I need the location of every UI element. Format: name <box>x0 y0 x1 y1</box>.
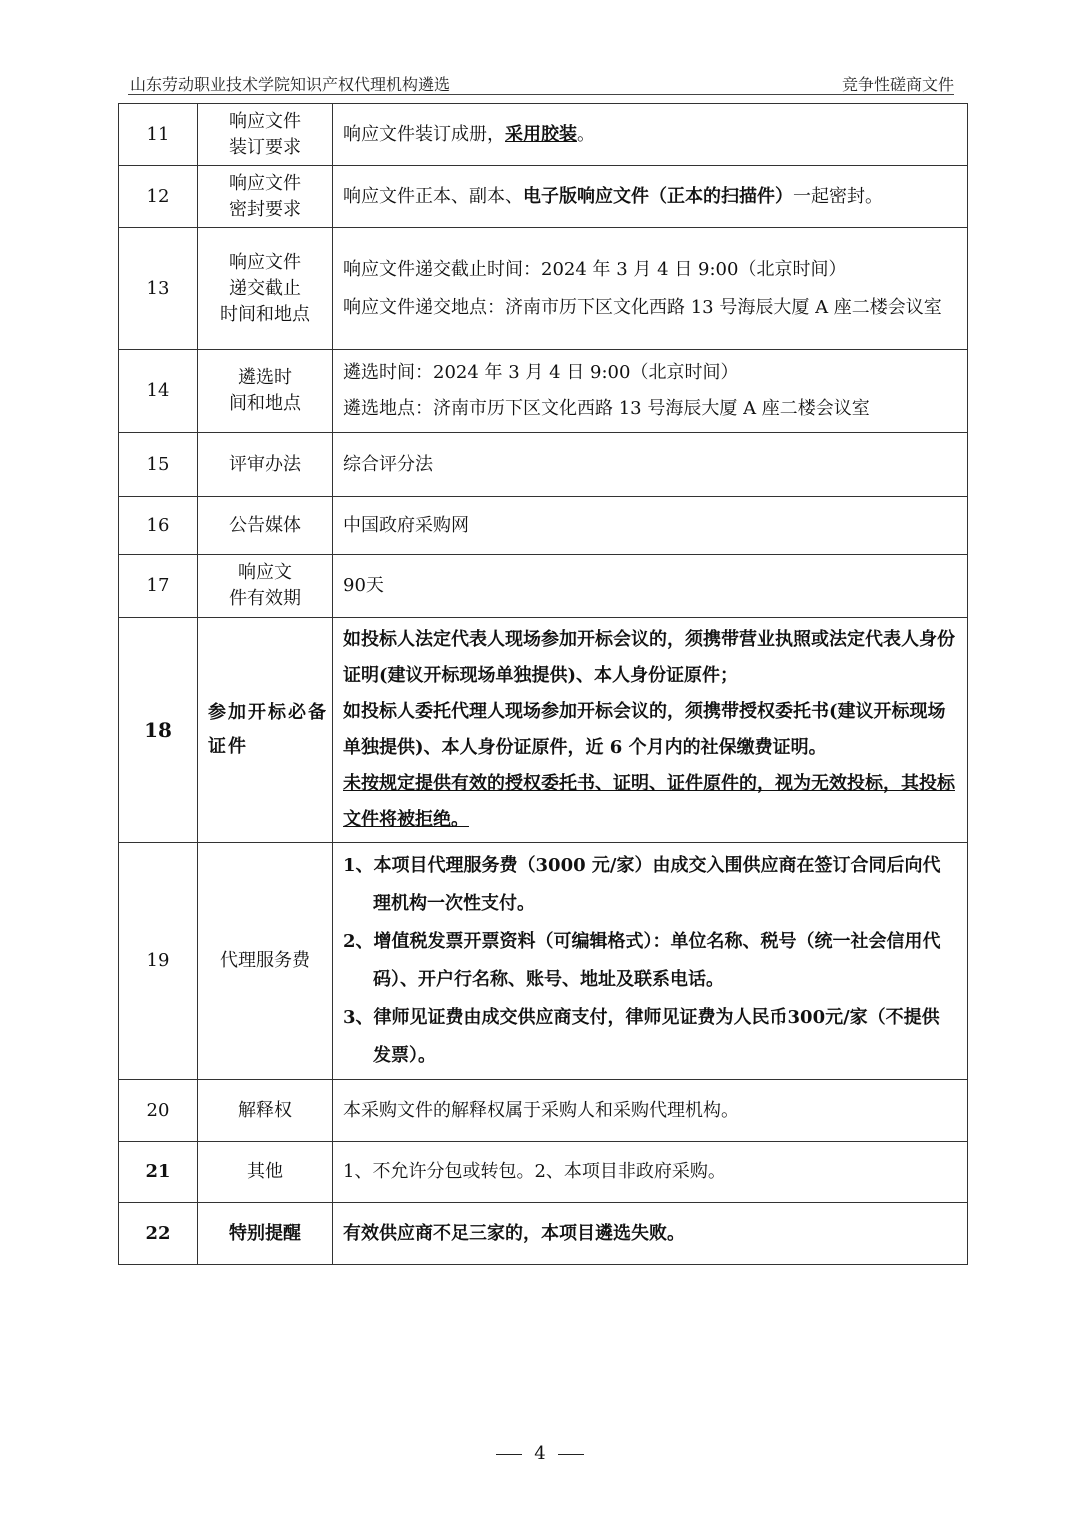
row-item: 其他 <box>198 1142 333 1203</box>
row-content: 响应文件装订成册，采用胶装。 <box>333 104 968 166</box>
row-content: 如投标人法定代表人现场参加开标会议的，须携带营业执照或法定代表人身份证明(建议开标现场单独提供)、本人身份证原件； 如投标人委托代理人现场参加开标会议的，须携带授权委托书(建议开标现场单独提供)、本人身份证原件，近 6 个月内的社保缴费证明。 未按规定提供有效的授权委托书、证明、证件原件的，视为无效投标，其投标文件将被拒绝。 <box>333 618 968 843</box>
table-row <box>119 1142 968 1203</box>
table-row <box>119 1080 968 1142</box>
row-number: 20 <box>119 1080 198 1142</box>
row-item: 评审办法 <box>198 433 333 497</box>
row-content: 中国政府采购网 <box>333 497 968 555</box>
row-item: 解释权 <box>198 1080 333 1142</box>
row-content: 本采购文件的解释权属于采购人和采购代理机构。 <box>333 1080 968 1142</box>
row-number: 13 <box>119 228 198 350</box>
table-row <box>119 350 968 433</box>
table-row <box>119 618 968 843</box>
row-content: 遴选时间：2024 年 3 月 4 日 9:00（北京时间） 遴选地点：济南市历下区文化西路 13 号海辰大厦 A 座二楼会议室 <box>333 350 968 433</box>
table-row <box>119 433 968 497</box>
table-row <box>119 166 968 228</box>
page-number: 4 <box>0 1443 1080 1464</box>
row-number: 12 <box>119 166 198 228</box>
row-number: 21 <box>119 1142 198 1203</box>
table-row <box>119 497 968 555</box>
table-row <box>119 228 968 350</box>
row-number: 17 <box>119 555 198 618</box>
row-content: 响应文件正本、副本、电子版响应文件（正本的扫描件）一起密封。 <box>333 166 968 228</box>
row-item: 特别提醒 <box>198 1203 333 1265</box>
page-header <box>128 70 954 95</box>
emphasis-text: 电子版响应文件（正本的扫描件） <box>523 185 793 207</box>
row-item: 响应文件 递交截止 时间和地点 <box>198 228 333 350</box>
table-row <box>119 555 968 618</box>
row-number: 16 <box>119 497 198 555</box>
row-item: 响应文件 密封要求 <box>198 166 333 228</box>
table-row <box>119 1203 968 1265</box>
info-table <box>118 103 968 1265</box>
row-content: 1、本项目代理服务费（3000 元/家）由成交入围供应商在签订合同后向代理机构一次性支付。 2、增值税发票开票资料（可编辑格式）：单位名称、税号（统一社会信用代码）、开户行名称、账号、地址及联系电话。 3、律师见证费由成交供应商支付，律师见证费为人民币300元/家（不提供发票）。 <box>333 843 968 1080</box>
header-doc-type: 竞争性磋商文件 <box>841 75 954 94</box>
warning-text: 未按规定提供有效的授权委托书、证明、证件原件的，视为无效投标，其投标文件将被拒绝。 <box>343 773 955 830</box>
row-number: 14 <box>119 350 198 433</box>
row-content: 90天 <box>333 555 968 618</box>
row-number: 19 <box>119 843 198 1080</box>
table-row <box>119 843 968 1080</box>
row-number: 15 <box>119 433 198 497</box>
row-item: 公告媒体 <box>198 497 333 555</box>
row-content: 综合评分法 <box>333 433 968 497</box>
row-number: 11 <box>119 104 198 166</box>
row-item: 响应文 件有效期 <box>198 555 333 618</box>
row-number: 18 <box>119 618 198 843</box>
row-content: 1、不允许分包或转包。2、本项目非政府采购。 <box>333 1142 968 1203</box>
emphasis-text: 采用胶装 <box>505 123 577 145</box>
row-item: 代理服务费 <box>198 843 333 1080</box>
row-content: 响应文件递交截止时间：2024 年 3 月 4 日 9:00（北京时间） 响应文件递交地点：济南市历下区文化西路 13 号海辰大厦 A 座二楼会议室 <box>333 228 968 350</box>
row-item: 响应文件 装订要求 <box>198 104 333 166</box>
row-content: 有效供应商不足三家的，本项目遴选失败。 <box>333 1203 968 1265</box>
table-row <box>119 104 968 166</box>
header-title: 山东劳动职业技术学院知识产权代理机构遴选 <box>130 75 451 94</box>
row-number: 22 <box>119 1203 198 1265</box>
row-item: 参加开标必备证件 <box>198 618 333 843</box>
row-item: 遴选时 间和地点 <box>198 350 333 433</box>
